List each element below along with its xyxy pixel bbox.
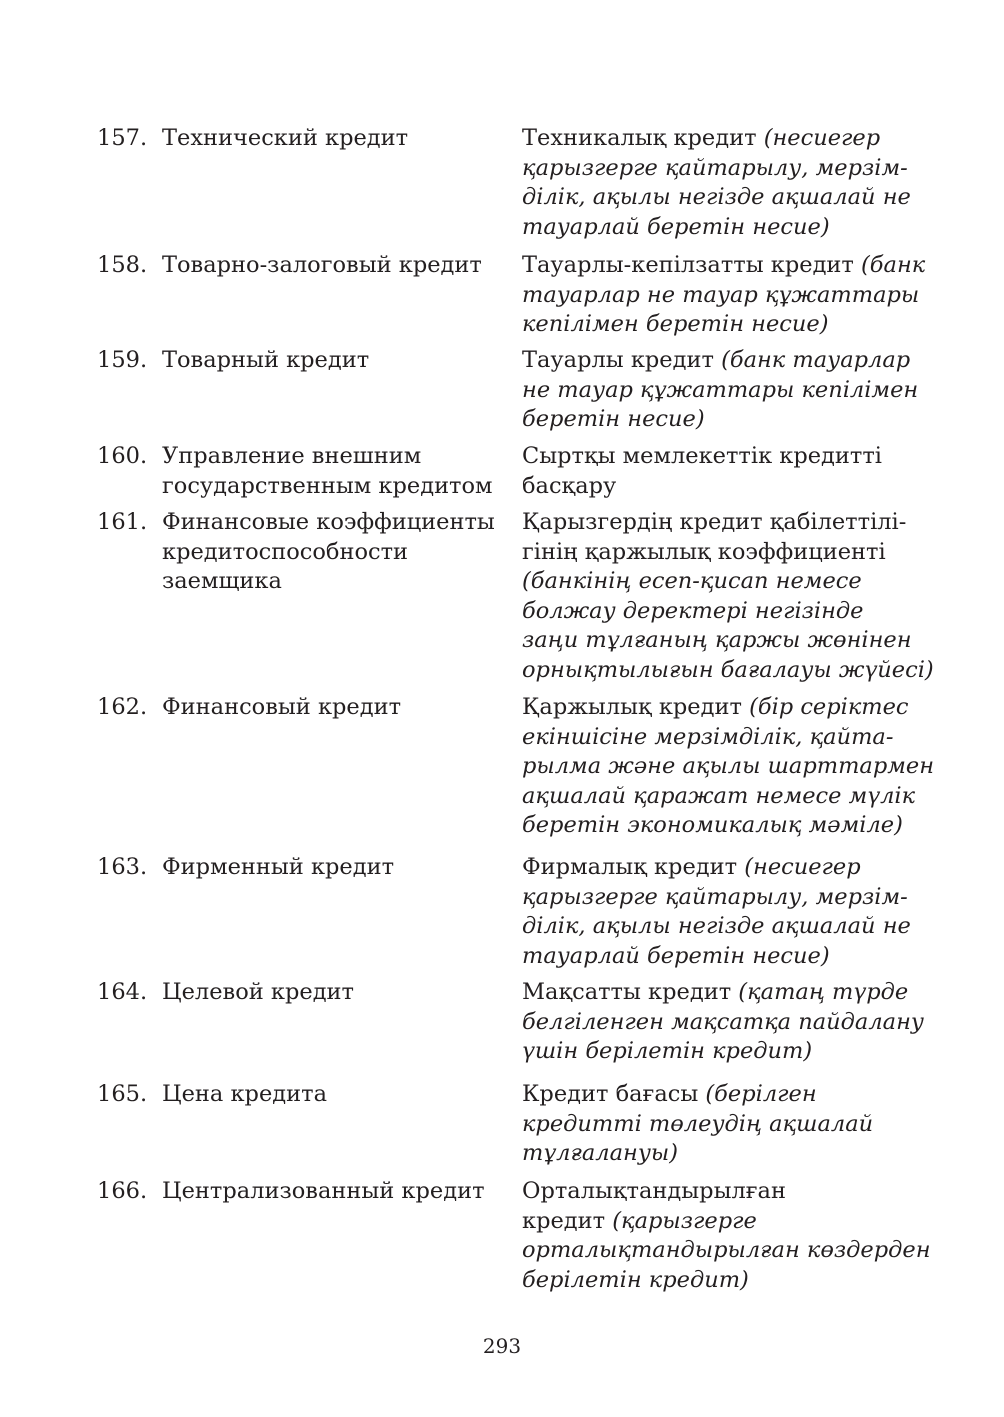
kazakh-definition-line <box>522 346 922 376</box>
kazakh-explanation: тауарлай беретін несие) <box>522 213 830 240</box>
russian-term <box>162 346 502 376</box>
kazakh-explanation: (қатаң түрде <box>738 979 909 1005</box>
russian-term-line: кредитоспособности <box>162 538 409 565</box>
kazakh-explanation: (берілген <box>705 1081 817 1107</box>
kazakh-explanation: ақшалай қаражат немесе мүлік <box>522 782 916 809</box>
russian-term <box>162 442 502 501</box>
entry-number: 166. <box>97 1178 148 1204</box>
kazakh-definition-line <box>522 567 922 597</box>
kazakh-definition <box>522 693 935 841</box>
kazakh-definition <box>522 978 922 1067</box>
kazakh-term: гінің қаржылық коэффициенті <box>522 538 886 565</box>
kazakh-definition-line <box>522 723 922 753</box>
kazakh-definition-line <box>522 752 935 782</box>
kazakh-definition-line <box>522 1110 922 1140</box>
kazakh-explanation: ділік, ақылы негізде ақшалай не <box>522 184 911 210</box>
kazakh-explanation: беретін несие) <box>522 406 705 432</box>
russian-term-line: Финансовый кредит <box>162 694 402 720</box>
entry-number: 163. <box>97 854 148 880</box>
kazakh-definition-line <box>522 508 922 538</box>
kazakh-term: Орталықтандырылған <box>522 1178 786 1204</box>
kazakh-explanation: берілетін кредит) <box>522 1266 749 1293</box>
russian-term-line: Финансовые коэффициенты <box>162 509 495 535</box>
kazakh-definition <box>522 853 922 971</box>
kazakh-definition <box>522 124 922 242</box>
kazakh-definition-line <box>522 472 922 502</box>
entry-number: 165. <box>97 1081 148 1107</box>
russian-term <box>162 1177 502 1207</box>
kazakh-explanation: тұлғалануы) <box>522 1140 679 1166</box>
kazakh-definition-line <box>522 626 922 656</box>
kazakh-definition-line <box>522 942 922 972</box>
kazakh-definition-line <box>522 782 922 812</box>
russian-term-line: Технический кредит <box>162 125 409 151</box>
kazakh-explanation: қарызгерге қайтарылу, мерзім- <box>522 883 908 910</box>
kazakh-term: Қарызгердің кредит қабілеттілі- <box>522 509 907 535</box>
russian-term-line: Цена кредита <box>162 1081 327 1107</box>
kazakh-definition-line <box>522 376 922 406</box>
kazakh-explanation: кепілімен беретін несие) <box>522 311 829 337</box>
kazakh-definition-line <box>522 251 926 281</box>
entry-number: 162. <box>97 694 148 720</box>
kazakh-explanation: рылма және ақылы шарттармен <box>522 753 935 779</box>
kazakh-explanation: тауарлар не тауар құжаттары <box>522 281 920 308</box>
kazakh-explanation: заңи тұлғаның қаржы жөнінен <box>522 627 912 653</box>
kazakh-explanation: үшін берілетін кредит) <box>522 1038 813 1064</box>
kazakh-explanation: (несиегер <box>763 125 881 151</box>
kazakh-definition <box>522 251 926 340</box>
kazakh-explanation: ділік, ақылы негізде ақшалай не <box>522 913 911 939</box>
kazakh-explanation: (несиегер <box>744 854 861 880</box>
kazakh-definition-line <box>522 213 922 243</box>
kazakh-explanation: беретін экономикалық мәміле) <box>522 812 903 838</box>
kazakh-explanation: екіншісіне мерзімділік, қайта- <box>522 723 894 750</box>
kazakh-explanation: қарызгерге қайтарылу, мерзім- <box>522 154 908 181</box>
russian-term-line: Товарно-залоговый кредит <box>162 252 482 278</box>
kazakh-definition <box>522 508 934 685</box>
kazakh-term: Техникалық кредит <box>522 125 764 151</box>
kazakh-term: Тауарлы кредит <box>522 347 722 373</box>
kazakh-definition-line <box>522 1207 922 1237</box>
kazakh-definition-line <box>522 912 922 942</box>
kazakh-definition-line <box>522 310 922 340</box>
kazakh-explanation: болжау деректері негізінде <box>522 597 864 624</box>
kazakh-term: Фирмалық кредит <box>522 854 745 880</box>
russian-term <box>162 978 502 1008</box>
entry-number: 164. <box>97 979 148 1005</box>
kazakh-definition <box>522 1080 922 1169</box>
kazakh-explanation: (бір серіктес <box>749 694 909 720</box>
kazakh-definition-line <box>522 1139 922 1169</box>
russian-term-line: Управление внешним <box>162 443 422 469</box>
kazakh-explanation: орнықтылығын бағалауы жүйесі) <box>522 656 934 683</box>
russian-term-line: Целевой кредит <box>162 979 354 1005</box>
russian-term-line: Централизованный кредит <box>162 1178 485 1204</box>
russian-term <box>162 1080 502 1110</box>
kazakh-definition <box>522 346 922 435</box>
entry-number: 158. <box>97 252 148 278</box>
russian-term <box>162 251 502 281</box>
kazakh-definition <box>522 442 922 501</box>
russian-term <box>162 508 502 597</box>
kazakh-explanation: не тауар құжаттары кепілімен <box>522 376 919 403</box>
kazakh-term: басқару <box>522 472 617 499</box>
kazakh-explanation: орталықтандырылған көздерден <box>522 1237 931 1263</box>
kazakh-term: кредит <box>522 1207 613 1234</box>
kazakh-definition-line <box>522 154 922 184</box>
kazakh-explanation: (банкінің есеп-қисап немесе <box>522 568 862 594</box>
kazakh-definition-line <box>522 656 934 686</box>
kazakh-definition-line <box>522 1008 922 1038</box>
kazakh-term: Қаржылық кредит <box>522 694 750 720</box>
kazakh-explanation: белгіленген мақсатқа пайдалану <box>522 1008 924 1035</box>
kazakh-definition-line <box>522 405 922 435</box>
kazakh-definition-line <box>522 281 922 311</box>
kazakh-definition-line <box>522 811 922 841</box>
entry-number: 160. <box>97 443 148 469</box>
kazakh-definition-line <box>522 693 922 723</box>
kazakh-definition-line <box>522 124 922 154</box>
kazakh-explanation: тауарлай беретін несие) <box>522 942 830 969</box>
kazakh-definition-line <box>522 1177 922 1207</box>
kazakh-definition-line <box>522 597 922 627</box>
russian-term-line: заемщика <box>162 568 282 594</box>
kazakh-definition-line <box>522 1037 922 1067</box>
kazakh-term: Мақсатты кредит <box>522 979 739 1005</box>
russian-term-line: Фирменный кредит <box>162 854 395 880</box>
kazakh-term: Кредит бағасы <box>522 1081 706 1107</box>
kazakh-definition-line <box>522 1080 922 1110</box>
kazakh-explanation: кредитті төлеудің ақшалай <box>522 1110 874 1137</box>
russian-term <box>162 124 502 154</box>
kazakh-term: Тауарлы-кепілзатты кредит <box>522 252 862 278</box>
russian-term-line: Товарный кредит <box>162 347 370 373</box>
kazakh-explanation: (қарызгерге <box>612 1207 757 1234</box>
russian-term-line: государственным кредитом <box>162 472 493 499</box>
kazakh-definition-line <box>522 978 922 1008</box>
entry-number: 157. <box>97 125 148 151</box>
kazakh-definition <box>522 1177 931 1295</box>
russian-term <box>162 693 502 723</box>
entry-number: 161. <box>97 509 148 535</box>
kazakh-explanation: (банк <box>861 252 926 278</box>
entry-number: 159. <box>97 347 148 373</box>
page-number: 293 <box>482 1334 522 1358</box>
kazakh-definition-line <box>522 442 922 472</box>
kazakh-definition-line <box>522 883 922 913</box>
kazakh-explanation: (банк тауарлар <box>721 347 911 373</box>
kazakh-definition-line <box>522 183 922 213</box>
kazakh-definition-line <box>522 1236 931 1266</box>
kazakh-term: Сыртқы мемлекеттік кредитті <box>522 443 882 469</box>
russian-term <box>162 853 502 883</box>
kazakh-definition-line <box>522 853 922 883</box>
kazakh-definition-line <box>522 1266 922 1296</box>
kazakh-definition-line <box>522 538 922 568</box>
